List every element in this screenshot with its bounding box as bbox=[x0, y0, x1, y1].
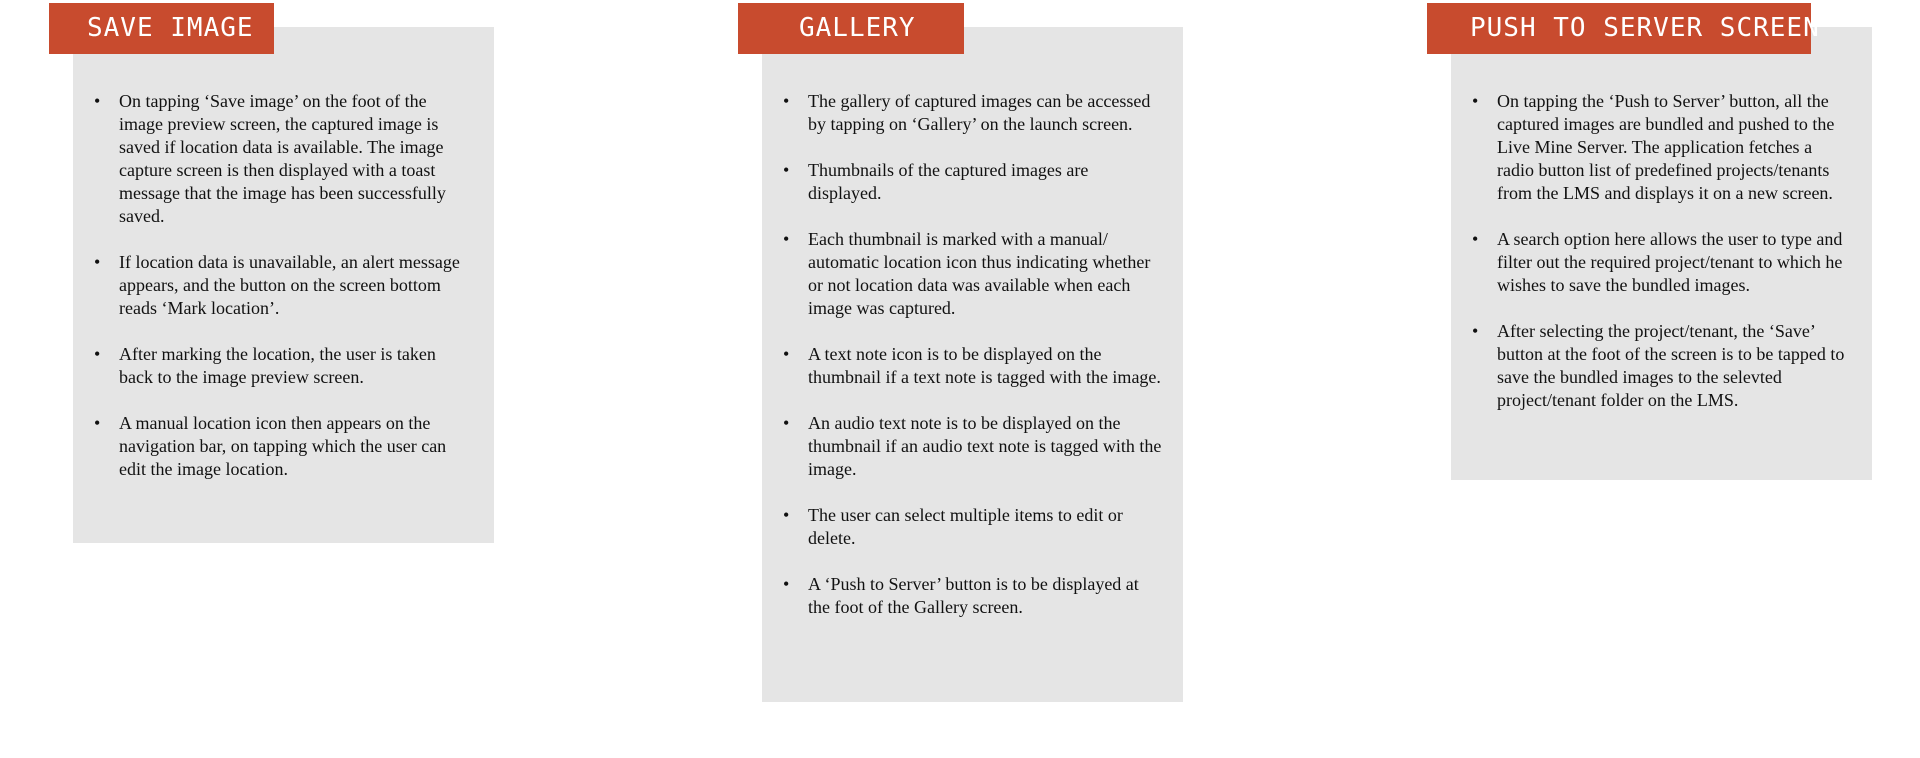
save-image-bullet: • After marking the location, the user is taken back to the image preview screen. bbox=[73, 343, 473, 389]
gallery-bullet: • A ‘Push to Server’ button is to be displayed at the foot of the Gallery screen. bbox=[762, 573, 1162, 619]
gallery-bullet: • Thumbnails of the captured images are displayed. bbox=[762, 159, 1162, 205]
push-to-server-bullet: • A search option here allows the user to type and filter out the required project/tenant to which he wishes to save the bundled images. bbox=[1451, 228, 1851, 297]
gallery-bullet-list bbox=[762, 90, 1162, 642]
gallery-bullet: • A text note icon is to be displayed on the thumbnail if a text note is tagged with the image. bbox=[762, 343, 1162, 389]
save-image-bullet-list bbox=[73, 90, 473, 504]
push-to-server-card-title: PUSH TO SERVER SCREEN bbox=[1427, 3, 1811, 54]
gallery-bullet: • An audio text note is to be displayed on the thumbnail if an audio text note is tagged with the image. bbox=[762, 412, 1162, 481]
gallery-card-title: GALLERY bbox=[738, 3, 964, 54]
save-image-bullet: • If location data is unavailable, an alert message appears, and the button on the screen bottom reads ‘Mark location’. bbox=[73, 251, 473, 320]
save-image-card-title: SAVE IMAGE bbox=[49, 3, 274, 54]
gallery-bullet: • Each thumbnail is marked with a manual/ automatic location icon thus indicating whether or not location data was available when each image was captured. bbox=[762, 228, 1162, 320]
push-to-server-bullet: • On tapping the ‘Push to Server’ button, all the captured images are bundled and pushed to the Live Mine Server. The application fetches a radio button list of predefined projects/tenants from the LMS and displays it on a new screen. bbox=[1451, 90, 1851, 205]
gallery-bullet: • The user can select multiple items to edit or delete. bbox=[762, 504, 1162, 550]
save-image-bullet: • On tapping ‘Save image’ on the foot of the image preview screen, the captured image is saved if location data is available. The image capture screen is then displayed with a toast message that the image has been successfully saved. bbox=[73, 90, 473, 228]
gallery-bullet: • The gallery of captured images can be accessed by tapping on ‘Gallery’ on the launch screen. bbox=[762, 90, 1162, 136]
push-to-server-bullet-list bbox=[1451, 90, 1851, 435]
push-to-server-bullet: • After selecting the project/tenant, the ‘Save’ button at the foot of the screen is to be tapped to save the bundled images to the selevted project/tenant folder on the LMS. bbox=[1451, 320, 1851, 412]
save-image-bullet: • A manual location icon then appears on the navigation bar, on tapping which the user can edit the image location. bbox=[73, 412, 473, 481]
